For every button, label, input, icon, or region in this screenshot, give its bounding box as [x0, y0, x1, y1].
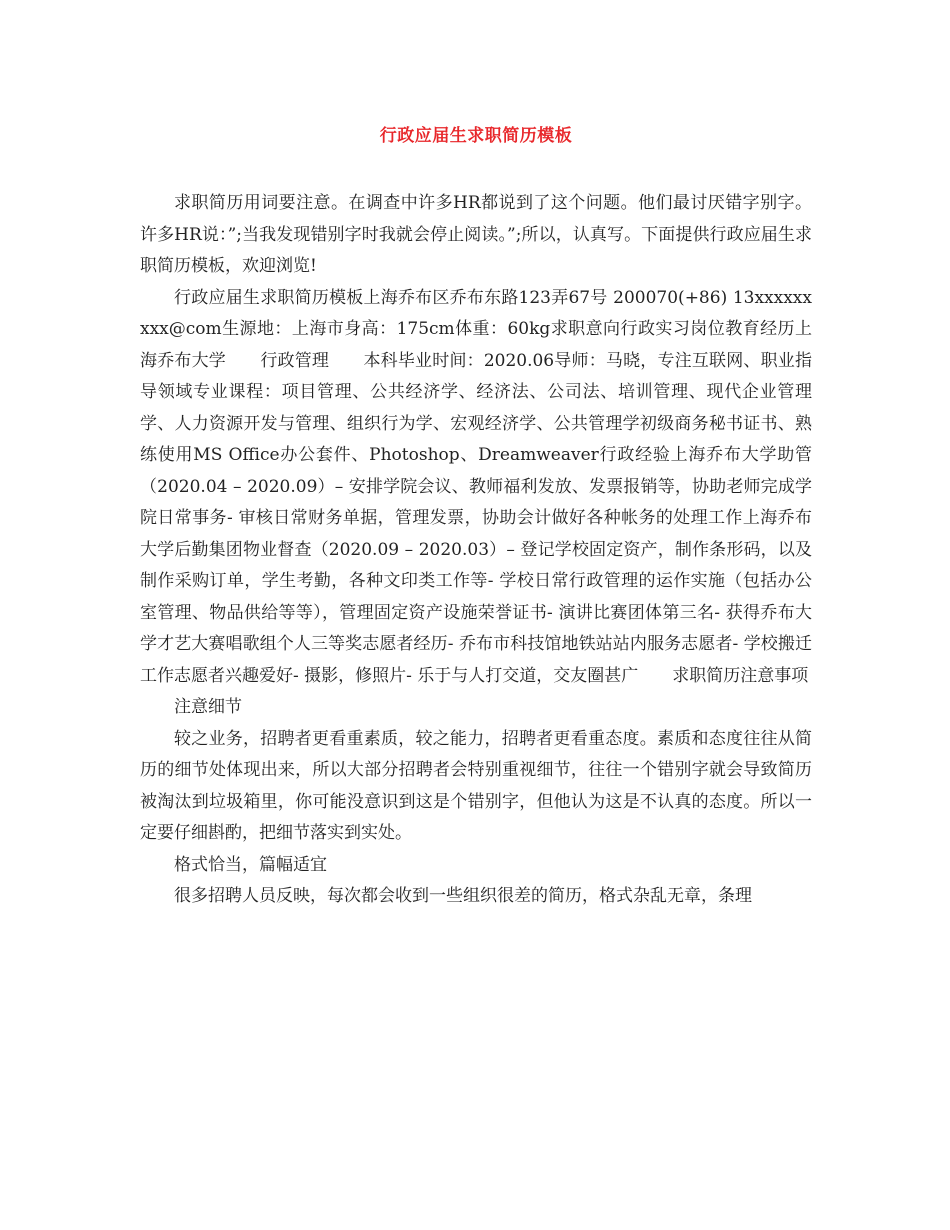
document-title: 行政应届生求职简历模板 [379, 126, 573, 146]
format-paragraph: 很多招聘人员反映，每次都会收到一些组织很差的简历，格式杂乱无章，条理 [174, 886, 752, 906]
intro-paragraph: 求职简历用词要注意。在调查中许多HR都说到了这个问题。他们最讨厌错字别字。许多HR说：”;当我发现错别字时我就会停止阅读。”;所以，认真写。下面提供行政应届生求职简历模板，欢迎浏览! [140, 193, 812, 276]
document-body [140, 188, 812, 913]
section-heading-format: 格式恰当，篇幅适宜 [174, 854, 327, 875]
attention-details-paragraph: 较之业务，招聘者更看重素质，较之能力，招聘者更看重态度。素质和态度往往从简历的细节处体现出来，所以大部分招聘者会特别重视细节，往往一个错别字就会导致简历被淘汰到垃圾箱里，你可能没意识到这是个错别字，但他认为这是不认真的态度。所以一定要仔细斟酌，把细节落实到实处。 [140, 728, 812, 843]
section-heading-attention-details: 注意细节 [174, 697, 242, 717]
resume-template-paragraph: 行政应届生求职简历模板上海乔布区乔布东路123弄67号 200070(+86) 13xxxxxxxxx@com生源地：上海市身高：175cm体重：60kg求职意向行政实习岗位教育经历上海乔布大学 行政管理 本科毕业时间：2020.06导师：马晓，专注互联网、职业指导领域专业课程：项目管理、公共经济学、经济法、公司法、培训管理、现代企业管理学、人力资源开发与管理、组织行为学、宏观经济学、公共管理学初级商务秘书证书、熟练使用MS Office办公套件、Photoshop、Dreamweaver行政经验上海乔布大学助管（2020.04 – 2020.09）– 安排学院会议、教师福利发放、发票报销等，协助老师完成学院日常事务- 审核日常财务单据，管理发票，协助会计做好各种帐务的处理工作上海乔布大学后勤集团物业督查（2020.09 – 2020.03）– 登记学校固定资产，制作条形码，以及制作采购订单，学生考勤，各种文印类工作等- 学校日常行政管理的运作实施（包括办公室管理、物品供给等等），管理固定资产设施荣誉证书- 演讲比赛团体第三名- 获得乔布大学才艺大赛唱歌组个人三等奖志愿者经历- 乔布市科技馆地铁站站内服务志愿者- 学校搬迁工作志愿者兴趣爱好- 摄影，修照片- 乐于与人打交道，交友圈甚广 求职简历注意事项 [140, 287, 812, 686]
